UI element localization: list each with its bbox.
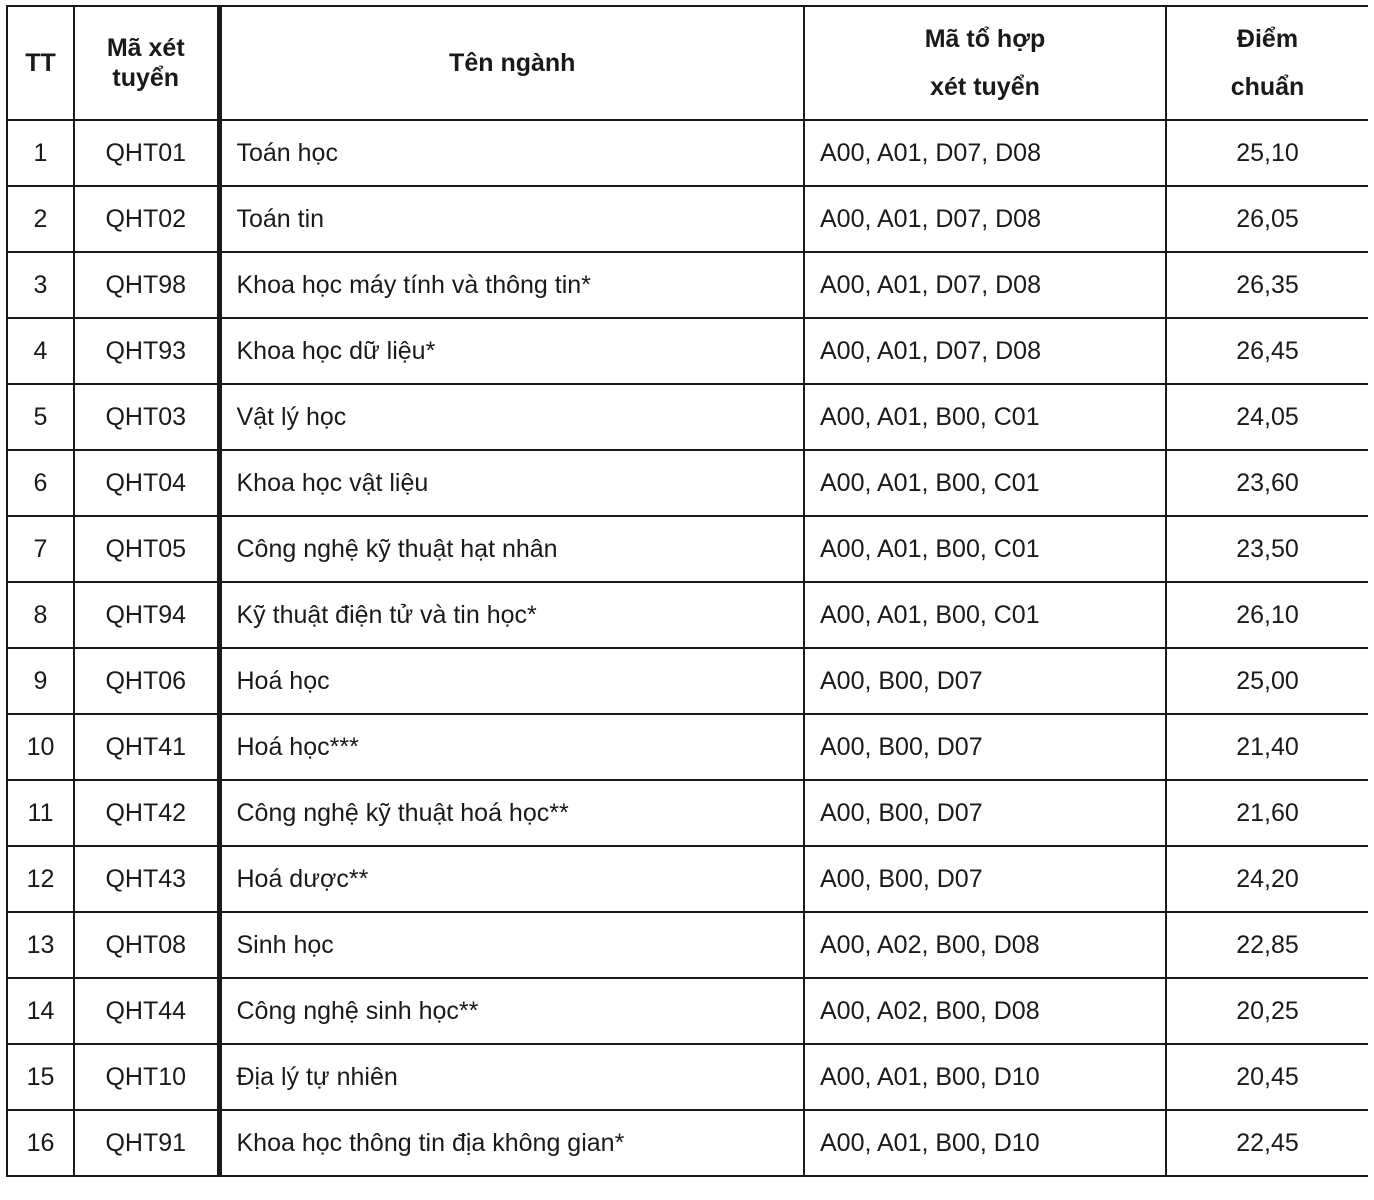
cell-ten-nganh: Toán học — [219, 120, 804, 186]
cell-ma-to-hop: A00, A01, B00, D10 — [804, 1110, 1166, 1176]
table-row — [7, 450, 1368, 516]
table-row — [7, 714, 1368, 780]
cell-ma-to-hop: A00, A01, B00, C01 — [804, 516, 1166, 582]
cell-ma-xet-tuyen: QHT02 — [74, 186, 219, 252]
cell-ma-xet-tuyen: QHT01 — [74, 120, 219, 186]
cell-ten-nganh: Khoa học thông tin địa không gian* — [219, 1110, 804, 1176]
cell-ten-nganh: Công nghệ kỹ thuật hoá học** — [219, 780, 804, 846]
cell-diem-chuan: 25,00 — [1166, 648, 1368, 714]
header-diem-chuan: Điểm chuẩn — [1166, 6, 1368, 120]
cell-tt: 12 — [7, 846, 74, 912]
admission-scores-table-container — [6, 5, 1368, 1200]
table-row — [7, 516, 1368, 582]
cell-tt: 3 — [7, 252, 74, 318]
cell-ma-to-hop: A00, A01, D07, D08 — [804, 120, 1166, 186]
header-ma-xet-tuyen: Mã xét tuyển — [74, 6, 219, 120]
cell-ma-to-hop: A00, B00, D07 — [804, 714, 1166, 780]
cell-ma-xet-tuyen: QHT41 — [74, 714, 219, 780]
table-row — [7, 252, 1368, 318]
cell-diem-chuan: 21,60 — [1166, 780, 1368, 846]
table-row — [7, 186, 1368, 252]
cell-ten-nganh: Khoa học máy tính và thông tin* — [219, 252, 804, 318]
cell-ma-xet-tuyen: QHT93 — [74, 318, 219, 384]
table-row — [7, 846, 1368, 912]
cell-tt: 4 — [7, 318, 74, 384]
cell-tt: 10 — [7, 714, 74, 780]
cell-diem-chuan: 25,10 — [1166, 120, 1368, 186]
table-row — [7, 780, 1368, 846]
cell-ten-nganh: Sinh học — [219, 912, 804, 978]
cell-ma-to-hop: A00, A01, D07, D08 — [804, 318, 1166, 384]
cell-ten-nganh: Vật lý học — [219, 384, 804, 450]
admission-scores-table — [6, 5, 1368, 1177]
cell-ten-nganh: Công nghệ sinh học** — [219, 978, 804, 1044]
cell-diem-chuan: 21,40 — [1166, 714, 1368, 780]
cell-diem-chuan: 22,85 — [1166, 912, 1368, 978]
cell-ma-to-hop: A00, B00, D07 — [804, 648, 1166, 714]
table-row — [7, 120, 1368, 186]
cell-tt: 11 — [7, 780, 74, 846]
cell-ten-nganh: Khoa học vật liệu — [219, 450, 804, 516]
cell-diem-chuan: 26,35 — [1166, 252, 1368, 318]
cell-tt: 5 — [7, 384, 74, 450]
cell-tt: 7 — [7, 516, 74, 582]
cell-ma-xet-tuyen: QHT06 — [74, 648, 219, 714]
cell-ma-xet-tuyen: QHT08 — [74, 912, 219, 978]
header-tt: TT — [7, 6, 74, 120]
cell-ten-nganh: Hoá học*** — [219, 714, 804, 780]
cell-ma-xet-tuyen: QHT43 — [74, 846, 219, 912]
cell-ma-to-hop: A00, B00, D07 — [804, 846, 1166, 912]
cell-tt: 9 — [7, 648, 74, 714]
table-row — [7, 384, 1368, 450]
table-row — [7, 912, 1368, 978]
cell-tt: 13 — [7, 912, 74, 978]
cell-ma-to-hop: A00, A02, B00, D08 — [804, 912, 1166, 978]
cell-diem-chuan: 23,50 — [1166, 516, 1368, 582]
table-row — [7, 1044, 1368, 1110]
cell-tt: 2 — [7, 186, 74, 252]
table-header-row — [7, 6, 1368, 120]
cell-diem-chuan: 24,05 — [1166, 384, 1368, 450]
cell-ten-nganh: Hoá học — [219, 648, 804, 714]
table-row — [7, 978, 1368, 1044]
cell-ma-to-hop: A00, A02, B00, D08 — [804, 978, 1166, 1044]
cell-ma-to-hop: A00, A01, D07, D08 — [804, 186, 1166, 252]
cell-diem-chuan: 20,45 — [1166, 1044, 1368, 1110]
cell-ma-to-hop: A00, A01, D07, D08 — [804, 252, 1166, 318]
header-ten-nganh: Tên ngành — [219, 6, 804, 120]
cell-ma-xet-tuyen: QHT91 — [74, 1110, 219, 1176]
cell-tt: 8 — [7, 582, 74, 648]
cell-diem-chuan: 26,10 — [1166, 582, 1368, 648]
cell-ten-nganh: Địa lý tự nhiên — [219, 1044, 804, 1110]
cell-ma-xet-tuyen: QHT42 — [74, 780, 219, 846]
cell-ma-xet-tuyen: QHT05 — [74, 516, 219, 582]
cell-diem-chuan: 26,05 — [1166, 186, 1368, 252]
cell-ma-xet-tuyen: QHT04 — [74, 450, 219, 516]
table-row — [7, 1110, 1368, 1176]
cell-tt: 14 — [7, 978, 74, 1044]
cell-ma-xet-tuyen: QHT03 — [74, 384, 219, 450]
cell-tt: 6 — [7, 450, 74, 516]
table-row — [7, 318, 1368, 384]
cell-diem-chuan: 23,60 — [1166, 450, 1368, 516]
cell-ten-nganh: Khoa học dữ liệu* — [219, 318, 804, 384]
cell-ma-to-hop: A00, A01, B00, C01 — [804, 384, 1166, 450]
cell-ten-nganh: Hoá dược** — [219, 846, 804, 912]
cell-ma-to-hop: A00, A01, B00, C01 — [804, 582, 1166, 648]
cell-ten-nganh: Toán tin — [219, 186, 804, 252]
cell-ma-xet-tuyen: QHT98 — [74, 252, 219, 318]
cell-tt: 16 — [7, 1110, 74, 1176]
cell-diem-chuan: 26,45 — [1166, 318, 1368, 384]
cell-diem-chuan: 24,20 — [1166, 846, 1368, 912]
cell-ma-xet-tuyen: QHT44 — [74, 978, 219, 1044]
cell-ma-to-hop: A00, B00, D07 — [804, 780, 1166, 846]
cell-diem-chuan: 22,45 — [1166, 1110, 1368, 1176]
cell-ma-xet-tuyen: QHT10 — [74, 1044, 219, 1110]
table-row — [7, 648, 1368, 714]
cell-diem-chuan: 20,25 — [1166, 978, 1368, 1044]
cell-ma-to-hop: A00, A01, B00, D10 — [804, 1044, 1166, 1110]
cell-ten-nganh: Công nghệ kỹ thuật hạt nhân — [219, 516, 804, 582]
cell-tt: 1 — [7, 120, 74, 186]
cell-ma-to-hop: A00, A01, B00, C01 — [804, 450, 1166, 516]
header-ma-to-hop: Mã tổ hợp xét tuyển — [804, 6, 1166, 120]
cell-ma-xet-tuyen: QHT94 — [74, 582, 219, 648]
table-row — [7, 582, 1368, 648]
cell-tt: 15 — [7, 1044, 74, 1110]
cell-ten-nganh: Kỹ thuật điện tử và tin học* — [219, 582, 804, 648]
